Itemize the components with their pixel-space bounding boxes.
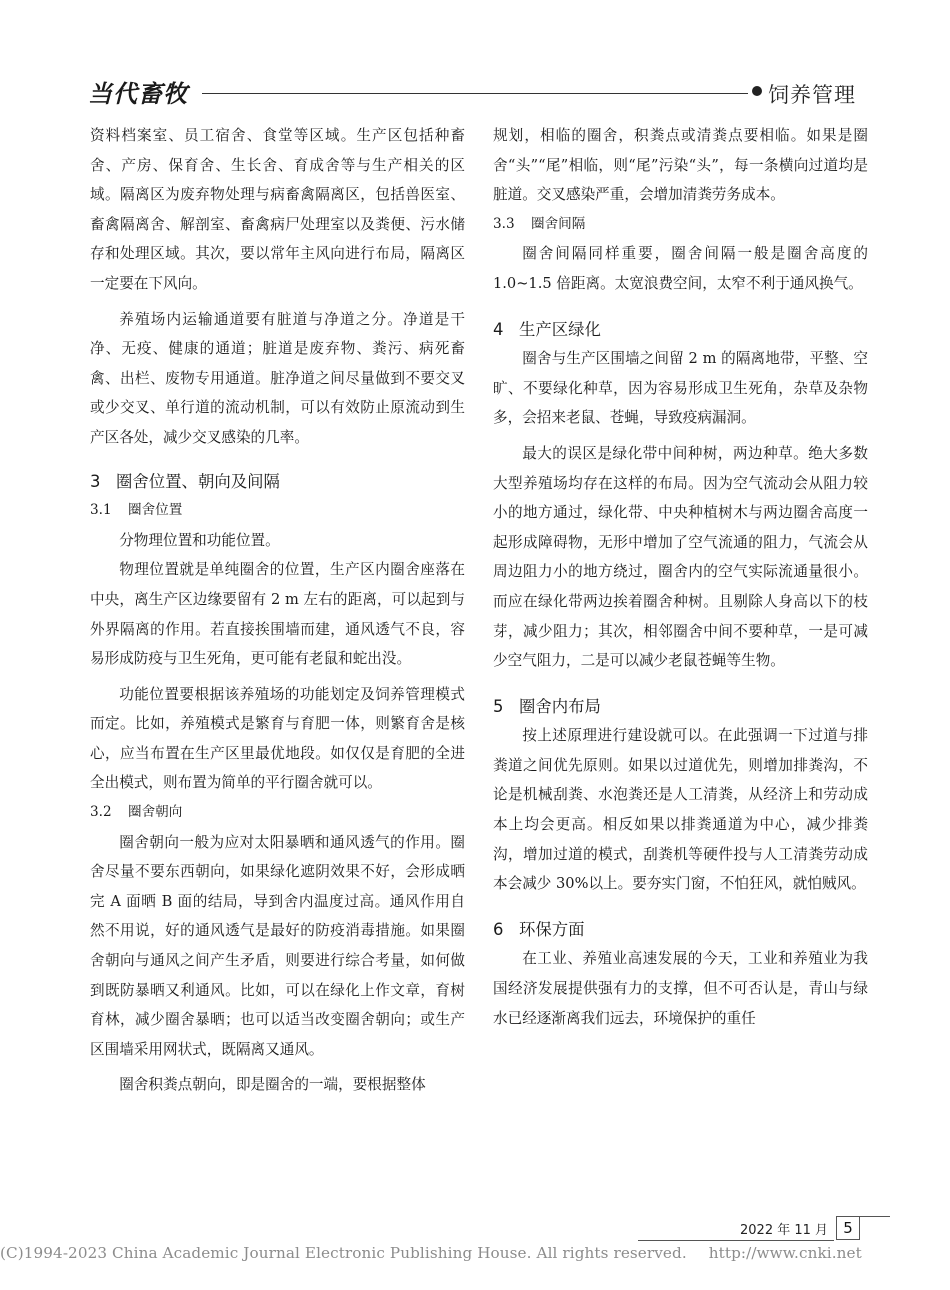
journal-logo: 当代畜牧 xyxy=(88,79,188,108)
paragraph: 资料档案室、员工宿舍、食堂等区域。生产区包括种畜舍、产房、保育舍、生长舍、育成舍等与生产相关的区域。隔离区为废弃物处理与病畜禽隔离区，包括兽医室、畜禽隔离舍、解剖室、畜禽病尸处理室以及粪便、污水储存和处理区域。其次，要以常年主风向进行布局，隔离区一定要在下风向。 xyxy=(90,127,465,292)
spacer xyxy=(493,899,868,915)
right-column xyxy=(493,121,868,1033)
section-number: 6 xyxy=(493,919,504,939)
subsection-number: 3.2 xyxy=(90,804,112,821)
paragraph: 圈舍间隔同样重要，圈舍间隔一般是圈舍高度的 1.0~1.5 倍距离。太宽浪费空间，太窄不利于通风换气。 xyxy=(493,245,868,292)
paragraph: 圈舍积粪点朝向，即是圈舍的一端，要根据整体 xyxy=(119,1076,426,1094)
left-column xyxy=(90,121,465,1100)
cnki-url: http://www.cnki.net xyxy=(708,1244,862,1262)
paragraph: 养殖场内运输通道要有脏道与净道之分。净道是干净、无疫、健康的通道；脏道是废弃物、粪污、病死畜禽、出栏、废物专用通道。脏净道之间尽量做到不要交叉或少交叉、单行道的流动机制，可以有效防止原流动到生产区各处，减少交叉感染的几率。 xyxy=(90,310,465,446)
paragraph: 分物理位置和功能位置。 xyxy=(119,531,280,549)
subsection-number: 3.3 xyxy=(493,215,515,232)
section-title: 生产区绿化 xyxy=(519,319,601,339)
subsection-number: 3.1 xyxy=(90,502,112,519)
spacer xyxy=(493,676,868,692)
subsection-title: 圈舍朝向 xyxy=(128,804,183,821)
section-number: 5 xyxy=(493,696,504,716)
header-rule xyxy=(202,93,748,94)
section-title: 圈舍内布局 xyxy=(519,696,601,716)
copyright-text: (C)1994-2023 China Academic Journal Electronic Publishing House. All rights reserved. xyxy=(0,1244,687,1262)
page-number: 5 xyxy=(836,1216,860,1240)
subsection-heading xyxy=(90,496,465,526)
spacer xyxy=(493,299,868,315)
section-heading xyxy=(493,315,868,345)
section-title: 环保方面 xyxy=(519,919,585,939)
paragraph: 功能位置要根据该养殖场的功能划定及饲养管理模式而定。比如，养殖模式是繁育与育肥一体，则繁育舍是核心，应当布置在生产区里最优地段。如仅仅是育肥的全进全出模式，则布置为简单的平行圈舍就可以。 xyxy=(90,685,465,792)
paragraph: 物理位置就是单纯圈舍的位置，生产区内圈舍座落在中央，离生产区边缘要留有 2 m 左右的距离，可以起到与外界隔离的作用。若直接挨围墙而建，通风透气不良，容易形成防疫与卫生死角，更可能有老鼠和蛇出没。 xyxy=(90,561,465,668)
paragraph: 按上述原理进行建设就可以。在此强调一下过道与排粪道之间优先原则。如果以过道优先，则增加排粪沟，不论是机械刮粪、水泡粪还是人工清粪，从经济上和劳动成本上均会更高。相反如果以排粪通道为中心，减少排粪沟，增加过道的模式，刮粪机等硬件投与人工清粪劳动成本会减少 30%以上。要夯实门窗，不怕狂风，就怕贼风。 xyxy=(493,727,868,893)
section-heading xyxy=(493,692,868,722)
spacer xyxy=(90,453,465,467)
subsection-heading xyxy=(493,210,868,240)
paragraph: 最大的误区是绿化带中间种树，两边种草。绝大多数大型养殖场均存在这样的布局。因为空气流动会从阻力较小的地方通过，绿化带、中央种植树木与两边圈舍高度一起形成障碍物，无形中增加了空气流通的阻力，气流会从周边阻力小的地方绕过，圈舍内的空气实际流通量很小。而应在绿化带两边挨着圈舍种树。且剔除人身高以下的枝芽，减少阻力；其次，相邻圈舍中间不要种草，一是可减少空气阻力，二是可以减少老鼠苍蝇等生物。 xyxy=(493,444,868,670)
paragraph: 规划，相临的圈舍，积粪点或清粪点要相临。如果是圈舍“头”“尾”相临，则“尾”污染“头”，每一条横向过道均是脏道。交叉感染严重，会增加清粪劳务成本。 xyxy=(493,127,868,204)
paragraph: 圈舍与生产区围墙之间留 2 m 的隔离地带，平整、空旷、不要绿化种草，因为容易形成卫生死角，杂草及杂物多，会招来老鼠、苍蝇，导致疫病漏洞。 xyxy=(493,350,868,427)
section-tag: 饲养管理 xyxy=(768,83,856,107)
footer-rule xyxy=(638,1240,834,1241)
subsection-heading xyxy=(90,798,465,828)
section-number: 4 xyxy=(493,319,504,339)
paragraph: 圈舍朝向一般为应对太阳暴晒和通风透气的作用。圈舍尽量不要东西朝向，如果绿化遮阴效果不好，会形成晒完 A 面晒 B 面的结局，导到舍内温度过高。通风作用自然不用说，好的通风透气是最好的防疫消毒措施。如果圈舍朝向与通风之间产生矛盾，则要进行综合考量，如何做到既防暴晒又利通风。比如，可以在绿化上作文章，育树育林，减少圈舍暴晒；也可以适当改变圈舍朝向；或生产区围墙采用网状式，既隔离又通风。 xyxy=(90,833,465,1058)
issue-date: 2022 年 11 月 xyxy=(740,1223,829,1238)
section-heading xyxy=(493,915,868,945)
page-number-rule xyxy=(858,1216,890,1217)
paragraph: 在工业、养殖业高速发展的今天，工业和养殖业为我国经济发展提供强有力的支撑，但不可否认是，青山与绿水已经逐渐离我们远去，环境保护的重任 xyxy=(493,950,868,1027)
section-title: 圈舍位置、朝向及间隔 xyxy=(116,471,280,491)
section-heading xyxy=(90,467,465,497)
section-number: 3 xyxy=(90,471,101,491)
subsection-title: 圈舍间隔 xyxy=(531,215,586,232)
bullet-icon xyxy=(752,86,762,96)
copyright-watermark xyxy=(0,1244,862,1262)
subsection-title: 圈舍位置 xyxy=(128,502,183,519)
